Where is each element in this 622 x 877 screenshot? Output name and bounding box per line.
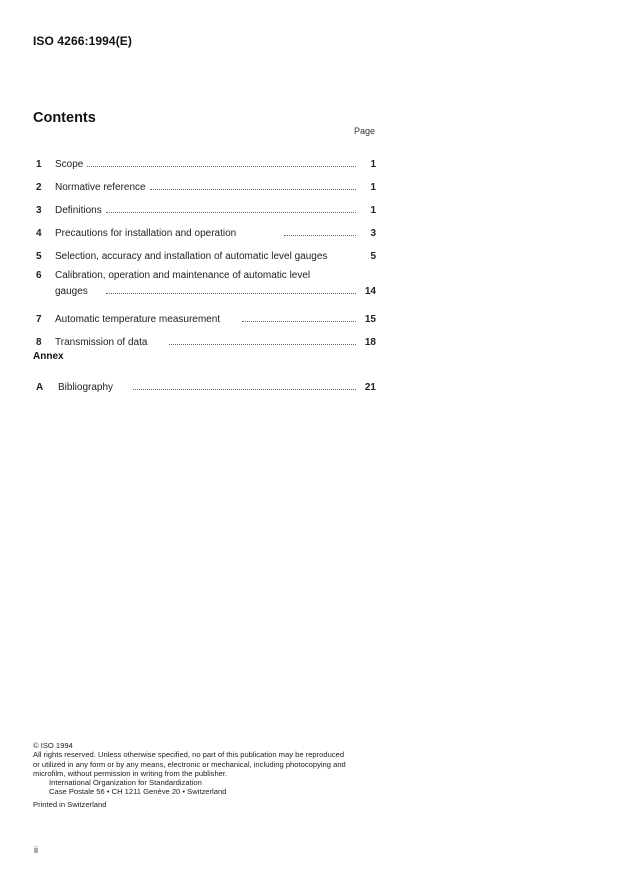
toc-entry-page: 18 — [364, 337, 376, 348]
toc-entry-title: Bibliography — [58, 382, 114, 393]
dot-leader — [242, 320, 356, 322]
organization-address: Case Postale 56 • CH 1211 Genève 20 • Switzerland — [49, 787, 227, 797]
toc-entry-4[interactable] — [36, 216, 376, 239]
toc-entry-title: Transmission of data — [55, 337, 148, 348]
toc-entry-page: 21 — [364, 382, 376, 393]
toc-entry-number: 8 — [36, 337, 42, 348]
dot-leader — [106, 211, 356, 213]
dot-leader — [169, 343, 356, 345]
standard-identifier: ISO 4266:1994(E) — [33, 34, 132, 48]
toc-entry-1[interactable] — [36, 147, 376, 170]
toc-entry-title: Selection, accuracy and installation of automatic level gauges — [55, 251, 328, 262]
toc-entry-title: Scope — [55, 159, 84, 170]
toc-entry-title-continued: gauges — [55, 286, 88, 297]
dot-leader — [133, 388, 356, 390]
rights-text-line: All rights reserved. Unless otherwise specified, no part of this publication may be reproduced — [33, 750, 345, 760]
toc-entry-line-2 — [36, 286, 376, 297]
toc-entry-page: 14 — [364, 286, 376, 297]
toc-entry-page: 5 — [370, 251, 376, 262]
toc-entry-number: 5 — [36, 251, 42, 262]
dot-leader — [106, 292, 356, 294]
annex-heading: Annex — [33, 351, 64, 362]
toc-entry-page: 1 — [370, 205, 376, 216]
printed-location: Printed in Switzerland — [33, 799, 107, 809]
copyright-notice — [33, 741, 346, 809]
annex-list — [36, 370, 376, 393]
contents-heading: Contents — [33, 110, 96, 126]
toc-entry-number: 1 — [36, 159, 42, 170]
toc-entry-number: 3 — [36, 205, 42, 216]
dot-leader — [150, 188, 356, 190]
toc-entry-8[interactable] — [36, 325, 376, 348]
toc-entry-page: 3 — [370, 228, 376, 239]
toc-entry-3[interactable] — [36, 193, 376, 216]
rights-text-line: microfilm, without permission in writing from the publisher. — [33, 768, 228, 778]
toc-entry-number: 6 — [36, 270, 42, 281]
organization-name: International Organization for Standardization — [49, 778, 202, 788]
toc-entry-line-1 — [36, 262, 376, 281]
toc-entry-page: 1 — [370, 159, 376, 170]
toc-entry-5[interactable] — [36, 239, 376, 262]
toc-entry-page: 15 — [364, 314, 376, 325]
toc-entry-title: Automatic temperature measurement — [55, 314, 221, 325]
toc-entry-title: Normative reference — [55, 182, 146, 193]
table-of-contents — [36, 147, 376, 348]
dot-leader — [87, 165, 356, 167]
toc-entry-number: 4 — [36, 228, 42, 239]
page-column-label: Page — [354, 126, 376, 136]
toc-entry-title: Definitions — [55, 205, 102, 216]
toc-entry-number: A — [36, 382, 44, 393]
toc-entry-number: 2 — [36, 182, 42, 193]
toc-entry-number: 7 — [36, 314, 42, 325]
rights-text-line: or utilized in any form or by any means, electronic or mechanical, including photocopying and — [33, 759, 346, 769]
toc-entry-6[interactable] — [36, 262, 376, 302]
toc-entry-title: Precautions for installation and operation — [55, 228, 237, 239]
page-number: ii — [34, 845, 38, 855]
toc-entry-title: Calibration, operation and maintenance of automatic level — [55, 270, 311, 281]
copyright-line: © ISO 1994 — [33, 741, 73, 750]
toc-entry-annex-a[interactable] — [36, 370, 376, 393]
toc-entry-page: 1 — [370, 182, 376, 193]
dot-leader — [284, 234, 356, 236]
toc-entry-2[interactable] — [36, 170, 376, 193]
toc-entry-7[interactable] — [36, 302, 376, 325]
